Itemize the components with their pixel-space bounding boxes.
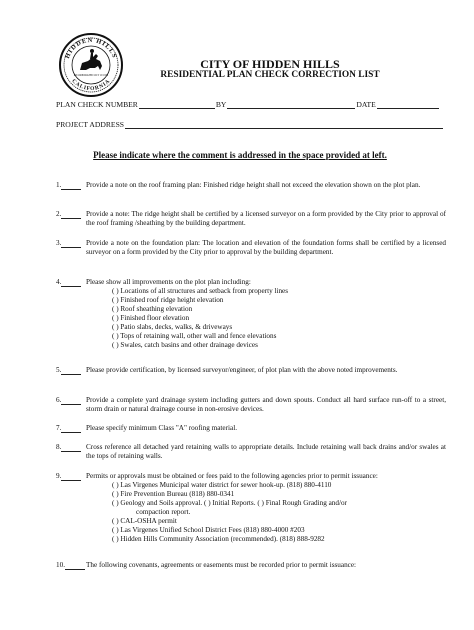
- sub-item: ( ) Geology and Soils approval. ( ) Initial Reports. ( ) Final Rough Grading and/or: [112, 499, 347, 508]
- city-title: CITY OF HIDDEN HILLS: [200, 57, 340, 71]
- list-item: 10. The following covenants, agreements or easements must be recorded prior to permit issuance:: [56, 561, 446, 570]
- list-item: 9. Permits or approvals must be obtained or fees paid to the following agencies prior to permit issuance: ( ) Las Virgenes Municipal water district for sewer hook-up. (818) 880-4110 ( ) Fire Prevention Bureau (818) 880-0341 ( ) Geology and Soils approval. ( ) Initial Reports. ( ) Final Rough Grading and/or compaction report. ( ) CAL-OSHA permit ( ) Las Virgenes Unified School District Fees (818) 880-4000 #203 ( ) Hidden Hills Community Association (recommended). (818) 888-9282: [56, 472, 446, 544]
- seal-bottom-text: CALIFORNIA: [70, 78, 112, 93]
- list-item: 6. Provide a complete yard drainage system including gutters and down spouts. Conduct all hard surface run-off to a street, storm drain or natural drainage course in non-erosive devices.: [56, 396, 446, 414]
- list-item: 2. Provide a note: The ridge height shall be certified by a licensed surveyor on a form provided by the City prior to approval of the roof framing /sheathing by the building department.: [56, 210, 446, 228]
- sub-item: ( ) Hidden Hills Community Association (recommended). (818) 888-9282: [112, 534, 325, 543]
- sub-item: ( ) Finished floor elevation: [112, 313, 190, 322]
- seal-top-text: HIDDEN HILLS: [64, 36, 118, 60]
- instruction-heading: Please indicate where the comment is addressed in the space provided at left.: [93, 150, 387, 160]
- list-item: 8. Cross reference all detached yard retaining walls to appropriate details. Include retaining wall back drains and/or swales at the tops of retaining walls.: [56, 443, 446, 461]
- item-check-blank[interactable]: [61, 474, 81, 481]
- item-text: Permits or approvals must be obtained or fees paid to the following agencies prior to permit issuance:: [86, 472, 378, 480]
- item-check-blank[interactable]: [61, 426, 81, 433]
- sub-item: compaction report.: [136, 507, 191, 516]
- date-label: DATE: [356, 100, 376, 109]
- item-text: The following covenants, agreements or easements must be recorded prior to permit issuance:: [86, 561, 357, 569]
- by-label: BY: [215, 100, 227, 109]
- svg-text:CALIFORNIA: [70, 78, 111, 92]
- project-address-field[interactable]: [125, 122, 443, 129]
- document-title: RESIDENTIAL PLAN CHECK CORRECTION LIST: [160, 70, 380, 80]
- item-text: Provide a note: The ridge height shall be certified by a licensed surveyor on a form provided by the City prior to approval of the roof framing /sheathing by the building department.: [86, 210, 446, 228]
- plan-check-label: PLAN CHECK NUMBER: [56, 100, 138, 109]
- by-field[interactable]: [227, 102, 355, 109]
- list-item: 7. Please specify minimum Class "A" roofing material.: [56, 424, 446, 433]
- seal-center-text: INCORPORATED OCT 19 1961: [73, 74, 109, 77]
- sub-item: ( ) Patio slabs, decks, walks, & driveways: [112, 322, 233, 331]
- sub-item: ( ) Roof sheathing elevation: [112, 305, 193, 314]
- project-address-label: PROJECT ADDRESS: [56, 120, 125, 129]
- plan-check-row: [56, 100, 440, 109]
- item-check-blank[interactable]: [61, 183, 81, 190]
- list-item: 1. Provide a note on the roof framing plan: Finished ridge height shall not exceed the elevation shown on the plot plan.: [56, 181, 446, 190]
- item-check-blank[interactable]: [61, 280, 81, 287]
- item-check-blank[interactable]: [61, 241, 81, 248]
- item-text: Provide a note on the foundation plan: The location and elevation of the foundation forms shall be certified by a licensed surveyor on a form provided by the City prior to approval by the building department.: [86, 239, 446, 257]
- list-item: 3. Provide a note on the foundation plan: The location and elevation of the foundation forms shall be certified by a licensed surveyor on a form provided by the City prior to approval by the building department.: [56, 239, 446, 257]
- sub-item: ( ) Fire Prevention Bureau (818) 880-0341: [112, 490, 235, 499]
- item-check-blank[interactable]: [61, 212, 81, 219]
- item-text: Please specify minimum Class "A" roofing material.: [86, 424, 237, 432]
- item-check-blank[interactable]: [61, 368, 81, 375]
- sub-item: ( ) Finished roof ridge height elevation: [112, 296, 224, 305]
- item-check-blank[interactable]: [61, 445, 81, 452]
- sub-item: ( ) Las Virgenes Municipal water district for sewer hook-up. (818) 880-4110: [112, 481, 332, 490]
- item-check-blank[interactable]: [61, 398, 81, 405]
- sub-item: ( ) CAL-OSHA permit: [112, 516, 177, 525]
- date-field[interactable]: [377, 102, 439, 109]
- city-seal: [58, 32, 124, 98]
- plan-check-field[interactable]: [139, 102, 215, 109]
- list-item: 5. Please provide certification, by licensed surveyor/engineer, of plot plan with the above noted improvements.: [56, 366, 446, 375]
- sub-item: ( ) Tops of retaining wall, other wall and fence elevations: [112, 331, 277, 340]
- project-address-row: [56, 120, 444, 129]
- sub-item: ( ) Swales, catch basins and other drainage devices: [112, 340, 258, 349]
- sub-item: ( ) Locations of all structures and setback from property lines: [112, 287, 289, 296]
- item-text: Cross reference all detached yard retaining walls to appropriate details. Include retaining wall back drains and/or swales at the tops of retaining walls.: [86, 443, 446, 461]
- item-text: Provide a complete yard drainage system including gutters and down spouts. Conduct all hard surface run-off to a street, storm drain or natural drainage course in non-erosive devices.: [86, 396, 446, 414]
- item-text: Please show all improvements on the plot plan including:: [86, 278, 251, 286]
- item-text: Please provide certification, by licensed surveyor/engineer, of plot plan with the above noted improvements.: [86, 366, 398, 374]
- list-item: 4. Please show all improvements on the plot plan including: ( ) Locations of all structures and setback from property lines ( ) Finished roof ridge height elevation ( ) Roof sheathing elevation ( ) Finished floor elevation ( ) Patio slabs, decks, walks, & driveways ( ) Tops of retaining wall, other wall and fence elevations ( ) Swales, catch basins and other drainage devices: [56, 278, 446, 350]
- sub-item: ( ) Las Virgenes Unified School District Fees (818) 880-4000 #203: [112, 525, 305, 534]
- item-check-blank[interactable]: [65, 563, 85, 570]
- item-text: Provide a note on the roof framing plan: Finished ridge height shall not exceed the elevation shown on the plot plan.: [86, 181, 421, 189]
